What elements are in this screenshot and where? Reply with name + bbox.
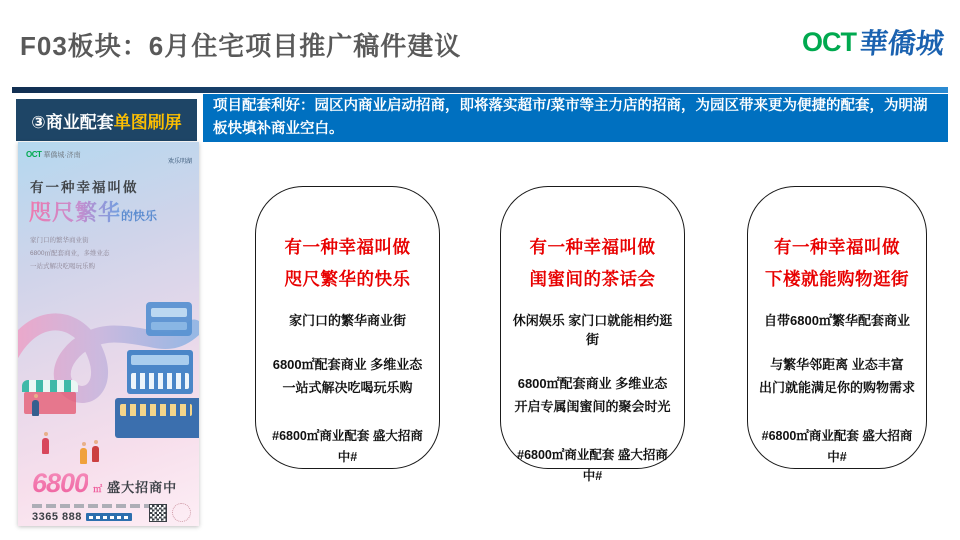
- page-title: F03板块：6月住宅项目推广稿件建议: [20, 31, 462, 61]
- card-body-line-2: 出门就能满足你的购物需求: [758, 380, 915, 395]
- card-lead: 家门口的繁华商业街: [288, 313, 406, 328]
- round-stamp-icon: [172, 503, 191, 522]
- poster-sub-line: 6800㎡配套商业，多维业态: [30, 250, 110, 257]
- card-body: [514, 372, 670, 418]
- copy-card-3: [747, 186, 927, 469]
- card-title-line-1: 有一种幸福叫做: [774, 237, 900, 257]
- copy-card-2: [500, 186, 685, 483]
- card-hashtag: #6800㎡商业配套 盛大招商中#: [517, 448, 668, 483]
- poster-project-logo: 欢乐明湖: [167, 150, 193, 166]
- oct-logo-text: OCT: [801, 26, 856, 57]
- header-divider: [12, 87, 948, 93]
- poster-big-unit: ㎡: [93, 484, 103, 494]
- section-label: [16, 99, 197, 141]
- shop-awning-illustration: [22, 380, 78, 392]
- poster-sub-lines: [30, 234, 109, 273]
- card-body-line-1: 6800㎡配套商业 多维业态: [517, 376, 668, 391]
- card-lead: 休闲娱乐 家门口就能相约逛街: [512, 313, 673, 347]
- person-illustration: [42, 438, 49, 454]
- poster-phone-number: 3365 888: [32, 511, 82, 523]
- card-title-line-2: 闺蜜间的茶话会: [529, 269, 656, 289]
- poster-phone-row: [32, 511, 152, 523]
- building-illustration: [115, 398, 199, 438]
- oct-brand-logo: [802, 22, 944, 62]
- person-illustration: [92, 446, 99, 462]
- mountain-icon: [167, 150, 193, 158]
- copy-card-1: [255, 186, 440, 469]
- poster-sub-line: 家门口的繁华商业街: [30, 237, 89, 244]
- card-hashtag: #6800㎡商业配套 盛大招商中#: [761, 429, 913, 464]
- card-hashtag: #6800㎡商业配套 盛大招商中#: [272, 429, 423, 464]
- poster-title-suffix: 的快乐: [121, 209, 158, 223]
- card-title-line-1: 有一种幸福叫做: [284, 237, 411, 257]
- developer-badge: [86, 513, 132, 521]
- project-info-text: 项目配套利好：园区内商业启动招商，即将落实超市/菜市等主力店的招商，为园区带来更为便捷的配套，为明湖板快填补商业空白。: [213, 97, 928, 137]
- card-body-line-2: 开启专属闺蜜间的聚会时光: [514, 399, 671, 414]
- poster-title-accent: 咫尺繁华: [29, 200, 122, 225]
- section-label-main: ③商业配套: [31, 112, 114, 132]
- card-title-line-2: 咫尺繁华的快乐: [284, 269, 411, 289]
- poster-logo-row: [26, 150, 193, 166]
- poster-big-label: 盛大招商中: [107, 480, 178, 495]
- poster-headline-6800: [32, 468, 177, 499]
- oct-logo-chinese: 華僑城: [858, 29, 946, 60]
- poster-sub-line: 一站式解决吃喝玩乐购: [30, 263, 95, 270]
- poster-oct-logo: OCT 華僑城·济南: [26, 150, 81, 159]
- card-body-line-1: 6800㎡配套商业 多维业态: [272, 357, 423, 372]
- qr-code: [149, 504, 167, 522]
- card-title-line-2: 下楼就能购物逛街: [765, 269, 909, 289]
- card-title: [530, 231, 656, 295]
- person-illustration: [32, 400, 39, 416]
- card-title-line-1: 有一种幸福叫做: [529, 237, 656, 257]
- card-title: [765, 231, 909, 295]
- building-illustration: [127, 350, 193, 394]
- poster-title-line: 有一种幸福叫做: [30, 180, 139, 195]
- card-body-line-2: 一站式解决吃喝玩乐购: [282, 380, 413, 395]
- project-info-box: [203, 94, 948, 142]
- poster-fine-print: [32, 504, 152, 523]
- person-illustration: [80, 448, 87, 464]
- card-body: [759, 353, 915, 399]
- section-label-accent: 单图刷屏: [113, 112, 182, 132]
- poster-image: [18, 142, 199, 526]
- card-body-line-1: 与繁华邻距离 业态丰富: [770, 357, 904, 372]
- poster-title-accent-line: [29, 196, 157, 227]
- card-body: [273, 353, 423, 399]
- fine-print-bars: [32, 504, 152, 508]
- poster-big-number: 6800: [32, 468, 89, 498]
- card-title: [285, 231, 411, 295]
- card-lead: 自带6800㎡繁华配套商业: [764, 313, 910, 328]
